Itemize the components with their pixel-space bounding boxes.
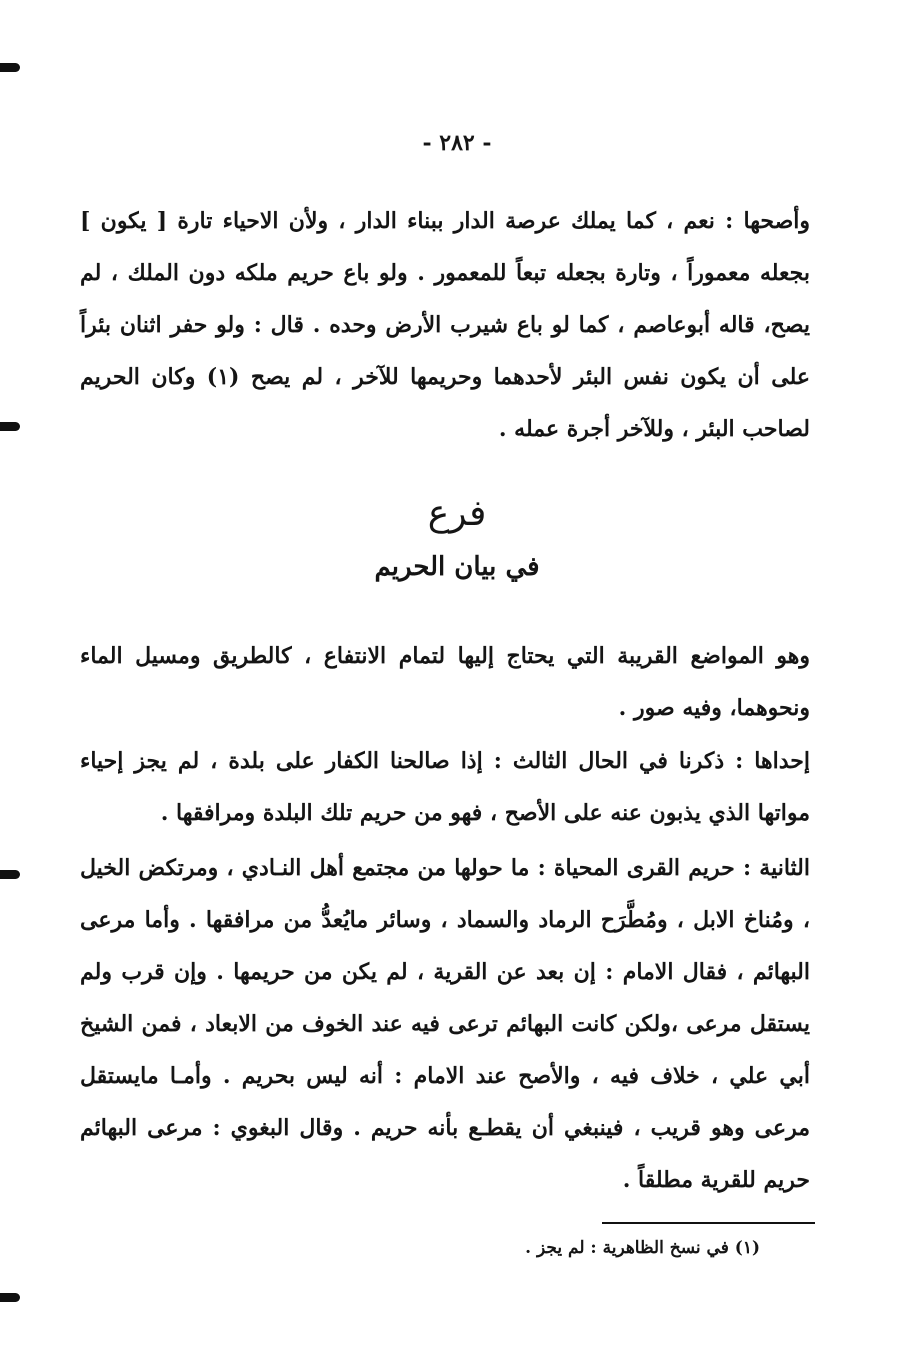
opening-paragraph [80,195,810,455]
scan-edge-mark [0,422,20,431]
second-case-paragraph [80,842,810,1206]
second-case-lead: الثانية : [742,855,810,881]
intro-paragraph-text: وهو المواضع القريبة التي يحتاج إليها لتمام الانتفاع ، كالطريق ومسيل الماء ونحوهما، وفيه صور . [80,643,811,721]
section-title: في بيان الحريم [374,552,540,582]
second-case-text [80,842,810,1206]
page-number: - ٢٨٢ - [422,130,492,156]
first-case-text [80,735,810,839]
scan-edge-mark [0,870,20,879]
section-label: فرع [427,493,487,534]
footnote-divider [602,1222,815,1224]
second-case-body: حريم القرى المحياة : ما حولها من مجتمع أهل النـادي ، ومرتكض الخيل ، ومُناخ الابل ، ومُطَّرَح الرماد والسماد ، وسائر مايُعدُّ من مرافقها . وأما مرعى البهائم ، فقال الامام : إن بعد عن القرية ، لم يكن من حريمها . وإن قرب ولم يستقل مرعى ،ولكن كانت البهائم ترعى فيه عند الخوف من الابعاد ، فمن الشيخ أبي علي ، خلاف فيه ، والأصح عند الامام : أنه ليس بحريم . وأمـا مايستقل مرعى وهو قريب ، فينبغي أن يقطـع بأنه حريم . وقال البغوي : مرعى البهائم حريم للقرية مطلقاً . [80,855,810,1193]
opening-paragraph-text: وأصحها : نعم ، كما يملك عرصة الدار ببناء الدار ، ولأن الاحياء تارة [ يكون ] بجعله معموراً ، وتارة بجعله تبعاً للمعمور . ولو باع حريم ملكه دون الملك ، لم يصح، قاله أبوعاصم ، كما لو باع شيرب الأرض وحده . قال : ولو حفر اثنان بئراً على أن يكون نفس البئر لأحدهما وحريمها للآخر ، لم يصح (١) وكان الحريم لصاحب البئر ، وللآخر أجرة عمله . [80,208,810,442]
scan-edge-mark [0,1293,20,1302]
footnote: (١) في نسخ الظاهرية : لم يجز . [525,1238,760,1258]
first-case-body: ذكرنا في الحال الثالث : إذا صالحنا الكفار على بلدة ، لم يجز إحياء مواتها الذي يذبون عنه على الأصح ، فهو من حريم تلك البلدة ومرافقها . [80,748,810,826]
scan-edge-mark [0,63,20,72]
first-case-lead: إحداها : [735,748,810,774]
intro-paragraph [80,630,810,734]
first-case-paragraph [80,735,810,839]
